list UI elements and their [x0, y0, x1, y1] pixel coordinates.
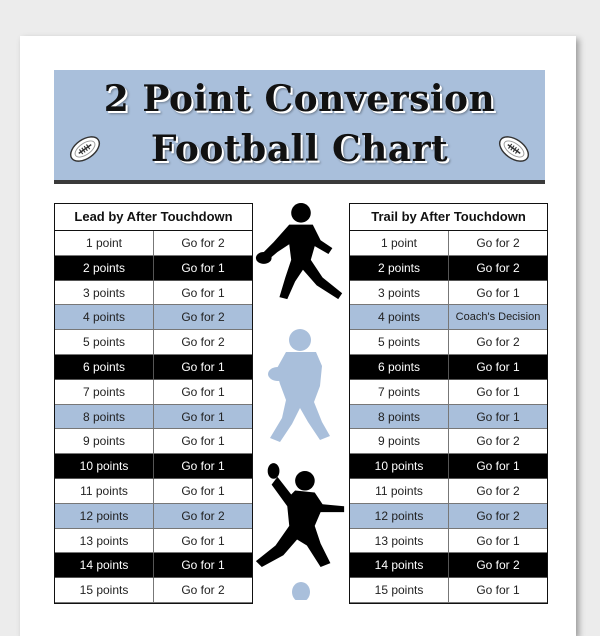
table-row [55, 355, 252, 380]
action-cell: Go for 1 [154, 553, 252, 578]
football-icon [495, 130, 533, 168]
table-row [350, 330, 547, 355]
action-cell: Go for 2 [154, 578, 252, 603]
table-row [350, 281, 547, 306]
points-cell: 15 points [350, 578, 449, 603]
points-cell: 12 points [350, 504, 449, 529]
points-cell: 8 points [55, 405, 154, 430]
table-row [350, 231, 547, 256]
football-icon [66, 130, 104, 168]
trail-table-rows [350, 231, 547, 603]
table-row [55, 529, 252, 554]
table-row [55, 454, 252, 479]
points-cell: 4 points [55, 305, 154, 330]
action-cell: Go for 1 [449, 529, 547, 554]
points-cell: 10 points [350, 454, 449, 479]
points-cell: 14 points [350, 553, 449, 578]
points-cell: 2 points [55, 256, 154, 281]
points-cell: 14 points [55, 553, 154, 578]
action-cell: Go for 1 [449, 454, 547, 479]
lead-table-rows [55, 231, 252, 603]
table-row [350, 429, 547, 454]
points-cell: 10 points [55, 454, 154, 479]
action-cell: Go for 2 [449, 504, 547, 529]
title-line-1: 2 Point Conversion [103, 78, 496, 120]
action-cell: Go for 1 [449, 380, 547, 405]
points-cell: 4 points [350, 305, 449, 330]
points-cell: 7 points [350, 380, 449, 405]
table-row [350, 355, 547, 380]
table-row [55, 330, 252, 355]
table-row [350, 529, 547, 554]
action-cell: Go for 2 [154, 305, 252, 330]
points-cell: 11 points [55, 479, 154, 504]
points-cell: 9 points [350, 429, 449, 454]
table-row [350, 405, 547, 430]
action-cell: Go for 2 [449, 429, 547, 454]
table-row [55, 256, 252, 281]
points-cell: 6 points [55, 355, 154, 380]
table-row [55, 305, 252, 330]
trail-table-header: Trail by After Touchdown [350, 204, 547, 231]
action-cell: Go for 2 [449, 330, 547, 355]
points-cell: 5 points [350, 330, 449, 355]
points-cell: 6 points [350, 355, 449, 380]
lead-table [54, 203, 253, 604]
table-row [55, 504, 252, 529]
action-cell: Go for 2 [449, 479, 547, 504]
action-cell: Go for 1 [154, 529, 252, 554]
action-cell: Go for 2 [449, 256, 547, 281]
points-cell: 1 point [350, 231, 449, 256]
player-carrying-silhouette [256, 326, 346, 448]
table-row [55, 231, 252, 256]
title-banner [54, 70, 545, 184]
points-cell: 9 points [55, 429, 154, 454]
points-cell: 3 points [350, 281, 449, 306]
action-cell: Go for 1 [154, 281, 252, 306]
points-cell: 13 points [350, 529, 449, 554]
table-row [55, 429, 252, 454]
table-row [55, 553, 252, 578]
points-cell: 5 points [55, 330, 154, 355]
points-cell: 11 points [350, 479, 449, 504]
action-cell: Go for 2 [154, 231, 252, 256]
table-row [55, 405, 252, 430]
action-cell: Go for 2 [449, 553, 547, 578]
action-cell: Go for 1 [449, 405, 547, 430]
trail-table [349, 203, 548, 604]
table-row [350, 553, 547, 578]
action-cell: Go for 1 [154, 405, 252, 430]
action-cell: Coach's Decision [449, 305, 547, 330]
table-row [350, 504, 547, 529]
table-row [55, 578, 252, 603]
action-cell: Go for 1 [154, 355, 252, 380]
points-cell: 1 point [55, 231, 154, 256]
points-cell: 13 points [55, 529, 154, 554]
points-cell: 15 points [55, 578, 154, 603]
table-row [350, 578, 547, 603]
player-partial-silhouette [288, 580, 314, 600]
points-cell: 3 points [55, 281, 154, 306]
action-cell: Go for 1 [154, 256, 252, 281]
points-cell: 12 points [55, 504, 154, 529]
title-line-2: Football Chart [150, 128, 449, 170]
action-cell: Go for 1 [449, 578, 547, 603]
action-cell: Go for 1 [154, 380, 252, 405]
table-row [350, 305, 547, 330]
action-cell: Go for 2 [154, 504, 252, 529]
action-cell: Go for 1 [449, 281, 547, 306]
points-cell: 8 points [350, 405, 449, 430]
points-cell: 2 points [350, 256, 449, 281]
action-cell: Go for 1 [449, 355, 547, 380]
action-cell: Go for 2 [154, 330, 252, 355]
table-row [55, 281, 252, 306]
table-row [55, 479, 252, 504]
chart-sheet [20, 36, 576, 636]
action-cell: Go for 1 [154, 429, 252, 454]
lead-table-header: Lead by After Touchdown [55, 204, 252, 231]
table-row [55, 380, 252, 405]
table-row [350, 454, 547, 479]
table-row [350, 256, 547, 281]
points-cell: 7 points [55, 380, 154, 405]
action-cell: Go for 1 [154, 454, 252, 479]
action-cell: Go for 2 [449, 231, 547, 256]
player-running-silhouette [252, 200, 350, 310]
action-cell: Go for 1 [154, 479, 252, 504]
table-row [350, 380, 547, 405]
table-row [350, 479, 547, 504]
player-throwing-silhouette [252, 460, 350, 576]
